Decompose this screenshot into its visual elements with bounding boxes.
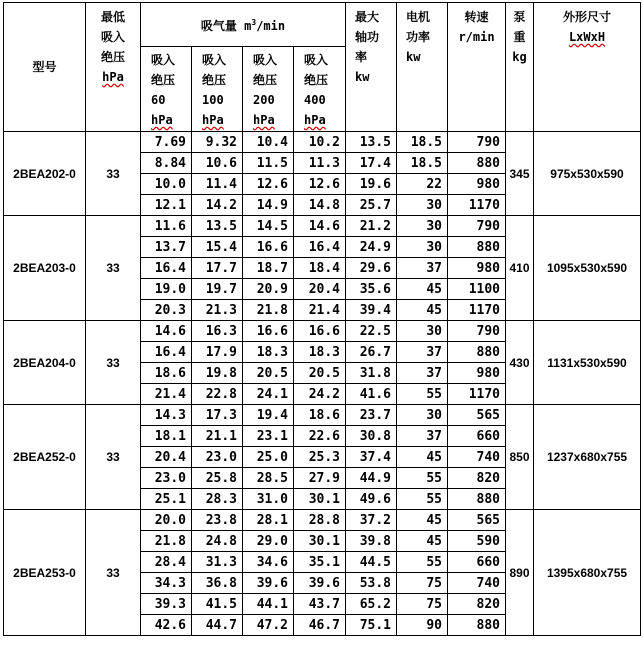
header-text: 重 bbox=[513, 30, 526, 44]
header-text: LxWxH bbox=[568, 30, 606, 44]
motor-power-cell: 45 bbox=[397, 279, 448, 300]
min-pressure-cell: 33 bbox=[86, 405, 141, 510]
flow-100-cell: 36.8 bbox=[192, 573, 243, 594]
flow-200-cell: 24.1 bbox=[243, 384, 294, 405]
flow-60-cell: 21.4 bbox=[141, 384, 192, 405]
header-flow bbox=[141, 3, 346, 47]
header-text: 率 bbox=[355, 50, 368, 64]
header-text: 绝压 bbox=[151, 73, 176, 87]
motor-power-cell: 45 bbox=[397, 510, 448, 531]
header-text: 100 bbox=[202, 93, 224, 107]
flow-200-cell: 14.9 bbox=[243, 195, 294, 216]
flow-400-cell: 18.4 bbox=[294, 258, 346, 279]
max-power-cell: 13.5 bbox=[346, 132, 397, 153]
flow-60-cell: 18.1 bbox=[141, 426, 192, 447]
flow-400-cell: 20.5 bbox=[294, 363, 346, 384]
flow-200-cell: 47.2 bbox=[243, 615, 294, 636]
header-dimensions bbox=[534, 3, 641, 132]
speed-cell: 880 bbox=[448, 489, 506, 510]
flow-200-cell: 21.8 bbox=[243, 300, 294, 321]
flow-60-cell: 14.3 bbox=[141, 405, 192, 426]
speed-cell: 980 bbox=[448, 174, 506, 195]
flow-100-cell: 22.8 bbox=[192, 384, 243, 405]
flow-60-cell: 16.4 bbox=[141, 258, 192, 279]
flow-60-cell: 7.69 bbox=[141, 132, 192, 153]
flow-400-cell: 11.3 bbox=[294, 153, 346, 174]
flow-100-cell: 13.5 bbox=[192, 216, 243, 237]
flow-100-cell: 14.2 bbox=[192, 195, 243, 216]
motor-power-cell: 45 bbox=[397, 447, 448, 468]
header-text: hPa bbox=[202, 113, 224, 127]
flow-100-cell: 25.8 bbox=[192, 468, 243, 489]
max-power-cell: 22.5 bbox=[346, 321, 397, 342]
max-power-cell: 25.7 bbox=[346, 195, 397, 216]
header-text: 吸入 bbox=[100, 30, 125, 44]
speed-cell: 1170 bbox=[448, 384, 506, 405]
header-text: 轴功 bbox=[355, 30, 380, 44]
flow-200-cell: 28.1 bbox=[243, 510, 294, 531]
weight-cell: 345 bbox=[506, 132, 534, 216]
min-pressure-cell: 33 bbox=[86, 132, 141, 216]
flow-60-cell: 21.8 bbox=[141, 531, 192, 552]
header-speed bbox=[448, 3, 506, 132]
max-power-cell: 44.5 bbox=[346, 552, 397, 573]
motor-power-cell: 37 bbox=[397, 426, 448, 447]
flow-60-cell: 12.1 bbox=[141, 195, 192, 216]
model-cell: 2BEA252-0 bbox=[4, 405, 86, 510]
max-power-cell: 53.8 bbox=[346, 573, 397, 594]
motor-power-cell: 18.5 bbox=[397, 153, 448, 174]
header-text: 60 bbox=[151, 93, 166, 107]
flow-100-cell: 19.8 bbox=[192, 363, 243, 384]
motor-power-cell: 45 bbox=[397, 300, 448, 321]
max-power-cell: 49.6 bbox=[346, 489, 397, 510]
flow-200-cell: 20.5 bbox=[243, 363, 294, 384]
motor-power-cell: 75 bbox=[397, 594, 448, 615]
flow-200-cell: 23.1 bbox=[243, 426, 294, 447]
flow-100-cell: 41.5 bbox=[192, 594, 243, 615]
flow-60-cell: 34.3 bbox=[141, 573, 192, 594]
header-text: kg bbox=[512, 50, 527, 64]
flow-100-cell: 24.8 bbox=[192, 531, 243, 552]
motor-power-cell: 30 bbox=[397, 195, 448, 216]
speed-cell: 880 bbox=[448, 237, 506, 258]
flow-400-cell: 25.3 bbox=[294, 447, 346, 468]
speed-cell: 565 bbox=[448, 510, 506, 531]
header-text: /min bbox=[256, 19, 286, 33]
flow-200-cell: 28.5 bbox=[243, 468, 294, 489]
weight-cell: 410 bbox=[506, 216, 534, 321]
flow-100-cell: 23.8 bbox=[192, 510, 243, 531]
motor-power-cell: 37 bbox=[397, 258, 448, 279]
flow-200-cell: 44.1 bbox=[243, 594, 294, 615]
flow-100-cell: 15.4 bbox=[192, 237, 243, 258]
header-text: 吸入 bbox=[253, 53, 278, 67]
motor-power-cell: 37 bbox=[397, 363, 448, 384]
flow-200-cell: 29.0 bbox=[243, 531, 294, 552]
flow-100-cell: 16.3 bbox=[192, 321, 243, 342]
flow-400-cell: 18.6 bbox=[294, 405, 346, 426]
speed-cell: 880 bbox=[448, 153, 506, 174]
header-text: 吸入 bbox=[151, 53, 176, 67]
speed-cell: 880 bbox=[448, 615, 506, 636]
max-power-cell: 29.6 bbox=[346, 258, 397, 279]
flow-400-cell: 28.8 bbox=[294, 510, 346, 531]
flow-60-cell: 13.7 bbox=[141, 237, 192, 258]
speed-cell: 790 bbox=[448, 321, 506, 342]
flow-200-cell: 25.0 bbox=[243, 447, 294, 468]
motor-power-cell: 30 bbox=[397, 216, 448, 237]
flow-200-cell: 18.7 bbox=[243, 258, 294, 279]
flow-400-cell: 22.6 bbox=[294, 426, 346, 447]
header-text: 绝压 bbox=[202, 73, 227, 87]
flow-60-cell: 28.4 bbox=[141, 552, 192, 573]
header-text: 吸入 bbox=[202, 53, 227, 67]
motor-power-cell: 55 bbox=[397, 552, 448, 573]
speed-cell: 740 bbox=[448, 447, 506, 468]
header-text: 3 bbox=[251, 18, 257, 27]
dimensions-cell: 975x530x590 bbox=[534, 132, 641, 216]
flow-200-cell: 19.4 bbox=[243, 405, 294, 426]
header-text: r/min bbox=[458, 30, 495, 44]
flow-200-cell: 31.0 bbox=[243, 489, 294, 510]
flow-200-cell: 34.6 bbox=[243, 552, 294, 573]
max-power-cell: 65.2 bbox=[346, 594, 397, 615]
motor-power-cell: 90 bbox=[397, 615, 448, 636]
header-text: 绝压 bbox=[253, 73, 278, 87]
speed-cell: 1170 bbox=[448, 195, 506, 216]
flow-200-cell: 16.6 bbox=[243, 321, 294, 342]
flow-100-cell: 44.7 bbox=[192, 615, 243, 636]
flow-100-cell: 28.3 bbox=[192, 489, 243, 510]
flow-100-cell: 19.7 bbox=[192, 279, 243, 300]
flow-200-cell: 10.4 bbox=[243, 132, 294, 153]
pump-spec-table bbox=[3, 2, 641, 636]
motor-power-cell: 30 bbox=[397, 237, 448, 258]
header-pressure-60 bbox=[141, 47, 192, 132]
table-row bbox=[4, 216, 641, 237]
flow-100-cell: 31.3 bbox=[192, 552, 243, 573]
max-power-cell: 30.8 bbox=[346, 426, 397, 447]
speed-cell: 590 bbox=[448, 531, 506, 552]
motor-power-cell: 55 bbox=[397, 384, 448, 405]
max-power-cell: 44.9 bbox=[346, 468, 397, 489]
motor-power-cell: 37 bbox=[397, 342, 448, 363]
flow-400-cell: 39.6 bbox=[294, 573, 346, 594]
flow-200-cell: 39.6 bbox=[243, 573, 294, 594]
flow-200-cell: 14.5 bbox=[243, 216, 294, 237]
header-text: hPa bbox=[304, 113, 326, 127]
weight-cell: 890 bbox=[506, 510, 534, 636]
header-model-label: 型号 bbox=[32, 60, 57, 74]
header-text: kw bbox=[355, 70, 370, 84]
flow-60-cell: 11.6 bbox=[141, 216, 192, 237]
max-power-cell: 23.7 bbox=[346, 405, 397, 426]
speed-cell: 980 bbox=[448, 363, 506, 384]
max-power-cell: 37.4 bbox=[346, 447, 397, 468]
motor-power-cell: 45 bbox=[397, 531, 448, 552]
max-power-cell: 75.1 bbox=[346, 615, 397, 636]
speed-cell: 820 bbox=[448, 468, 506, 489]
header-text: hPa bbox=[151, 113, 173, 127]
header-text: 外形尺寸 bbox=[562, 10, 611, 24]
table-body bbox=[4, 132, 641, 636]
motor-power-cell: 75 bbox=[397, 573, 448, 594]
flow-400-cell: 14.8 bbox=[294, 195, 346, 216]
flow-60-cell: 39.3 bbox=[141, 594, 192, 615]
flow-60-cell: 18.6 bbox=[141, 363, 192, 384]
speed-cell: 740 bbox=[448, 573, 506, 594]
min-pressure-cell: 33 bbox=[86, 510, 141, 636]
flow-100-cell: 17.9 bbox=[192, 342, 243, 363]
speed-cell: 790 bbox=[448, 216, 506, 237]
speed-cell: 880 bbox=[448, 342, 506, 363]
weight-cell: 850 bbox=[506, 405, 534, 510]
speed-cell: 565 bbox=[448, 405, 506, 426]
model-cell: 2BEA202-0 bbox=[4, 132, 86, 216]
header-text: 吸入 bbox=[304, 53, 329, 67]
header-text: hPa bbox=[253, 113, 275, 127]
flow-60-cell: 10.0 bbox=[141, 174, 192, 195]
header-pressure-400 bbox=[294, 47, 346, 132]
header-text: 最低 bbox=[100, 10, 125, 24]
max-power-cell: 26.7 bbox=[346, 342, 397, 363]
max-power-cell: 39.8 bbox=[346, 531, 397, 552]
flow-400-cell: 16.4 bbox=[294, 237, 346, 258]
flow-60-cell: 23.0 bbox=[141, 468, 192, 489]
flow-400-cell: 46.7 bbox=[294, 615, 346, 636]
table-header bbox=[4, 3, 641, 132]
speed-cell: 1100 bbox=[448, 279, 506, 300]
flow-60-cell: 19.0 bbox=[141, 279, 192, 300]
dimensions-cell: 1237x680x755 bbox=[534, 405, 641, 510]
speed-cell: 820 bbox=[448, 594, 506, 615]
header-min-pressure bbox=[86, 3, 141, 132]
flow-200-cell: 16.6 bbox=[243, 237, 294, 258]
flow-400-cell: 18.3 bbox=[294, 342, 346, 363]
motor-power-cell: 18.5 bbox=[397, 132, 448, 153]
flow-60-cell: 25.1 bbox=[141, 489, 192, 510]
speed-cell: 660 bbox=[448, 426, 506, 447]
flow-100-cell: 21.3 bbox=[192, 300, 243, 321]
flow-400-cell: 43.7 bbox=[294, 594, 346, 615]
flow-100-cell: 23.0 bbox=[192, 447, 243, 468]
max-power-cell: 31.8 bbox=[346, 363, 397, 384]
max-power-cell: 35.6 bbox=[346, 279, 397, 300]
header-text: 电机 bbox=[406, 10, 431, 24]
flow-200-cell: 18.3 bbox=[243, 342, 294, 363]
header-pressure-100 bbox=[192, 47, 243, 132]
flow-60-cell: 16.4 bbox=[141, 342, 192, 363]
flow-400-cell: 14.6 bbox=[294, 216, 346, 237]
flow-60-cell: 20.4 bbox=[141, 447, 192, 468]
header-text: hPa bbox=[102, 70, 124, 84]
flow-400-cell: 12.6 bbox=[294, 174, 346, 195]
speed-cell: 660 bbox=[448, 552, 506, 573]
header-pressure-200 bbox=[243, 47, 294, 132]
max-power-cell: 41.6 bbox=[346, 384, 397, 405]
model-cell: 2BEA204-0 bbox=[4, 321, 86, 405]
flow-60-cell: 20.0 bbox=[141, 510, 192, 531]
motor-power-cell: 55 bbox=[397, 468, 448, 489]
flow-400-cell: 27.9 bbox=[294, 468, 346, 489]
motor-power-cell: 55 bbox=[397, 489, 448, 510]
flow-60-cell: 20.3 bbox=[141, 300, 192, 321]
flow-400-cell: 10.2 bbox=[294, 132, 346, 153]
max-power-cell: 24.9 bbox=[346, 237, 397, 258]
header-text: 泵 bbox=[513, 10, 526, 24]
weight-cell: 430 bbox=[506, 321, 534, 405]
header-model bbox=[4, 3, 86, 132]
flow-100-cell: 17.7 bbox=[192, 258, 243, 279]
flow-200-cell: 11.5 bbox=[243, 153, 294, 174]
flow-100-cell: 21.1 bbox=[192, 426, 243, 447]
speed-cell: 980 bbox=[448, 258, 506, 279]
table-row bbox=[4, 132, 641, 153]
motor-power-cell: 30 bbox=[397, 321, 448, 342]
dimensions-cell: 1395x680x755 bbox=[534, 510, 641, 636]
flow-60-cell: 42.6 bbox=[141, 615, 192, 636]
flow-400-cell: 21.4 bbox=[294, 300, 346, 321]
header-weight bbox=[506, 3, 534, 132]
model-cell: 2BEA203-0 bbox=[4, 216, 86, 321]
table-row bbox=[4, 510, 641, 531]
dimensions-cell: 1095x530x590 bbox=[534, 216, 641, 321]
header-text: 吸气量 m bbox=[200, 19, 252, 33]
flow-60-cell: 14.6 bbox=[141, 321, 192, 342]
max-power-cell: 17.4 bbox=[346, 153, 397, 174]
flow-400-cell: 16.6 bbox=[294, 321, 346, 342]
flow-400-cell: 24.2 bbox=[294, 384, 346, 405]
max-power-cell: 21.2 bbox=[346, 216, 397, 237]
header-text: 转速 bbox=[464, 10, 489, 24]
speed-cell: 790 bbox=[448, 132, 506, 153]
table-row bbox=[4, 321, 641, 342]
max-power-cell: 39.4 bbox=[346, 300, 397, 321]
header-motor-power bbox=[397, 3, 448, 132]
header-text: 绝压 bbox=[304, 73, 329, 87]
header-text: 200 bbox=[253, 93, 275, 107]
motor-power-cell: 22 bbox=[397, 174, 448, 195]
flow-100-cell: 11.4 bbox=[192, 174, 243, 195]
flow-200-cell: 20.9 bbox=[243, 279, 294, 300]
header-text: 400 bbox=[304, 93, 326, 107]
flow-60-cell: 8.84 bbox=[141, 153, 192, 174]
flow-100-cell: 17.3 bbox=[192, 405, 243, 426]
header-text: 绝压 bbox=[100, 50, 125, 64]
header-text: 功率 bbox=[406, 30, 431, 44]
header-text: 最大 bbox=[355, 10, 380, 24]
flow-100-cell: 10.6 bbox=[192, 153, 243, 174]
flow-400-cell: 20.4 bbox=[294, 279, 346, 300]
dimensions-cell: 1131x530x590 bbox=[534, 321, 641, 405]
speed-cell: 1170 bbox=[448, 300, 506, 321]
flow-100-cell: 9.32 bbox=[192, 132, 243, 153]
flow-400-cell: 30.1 bbox=[294, 489, 346, 510]
table-row bbox=[4, 405, 641, 426]
flow-400-cell: 35.1 bbox=[294, 552, 346, 573]
motor-power-cell: 30 bbox=[397, 405, 448, 426]
model-cell: 2BEA253-0 bbox=[4, 510, 86, 636]
min-pressure-cell: 33 bbox=[86, 216, 141, 321]
min-pressure-cell: 33 bbox=[86, 321, 141, 405]
header-text: kw bbox=[406, 50, 421, 64]
flow-200-cell: 12.6 bbox=[243, 174, 294, 195]
header-max-power bbox=[346, 3, 397, 132]
max-power-cell: 37.2 bbox=[346, 510, 397, 531]
flow-400-cell: 30.1 bbox=[294, 531, 346, 552]
max-power-cell: 19.6 bbox=[346, 174, 397, 195]
